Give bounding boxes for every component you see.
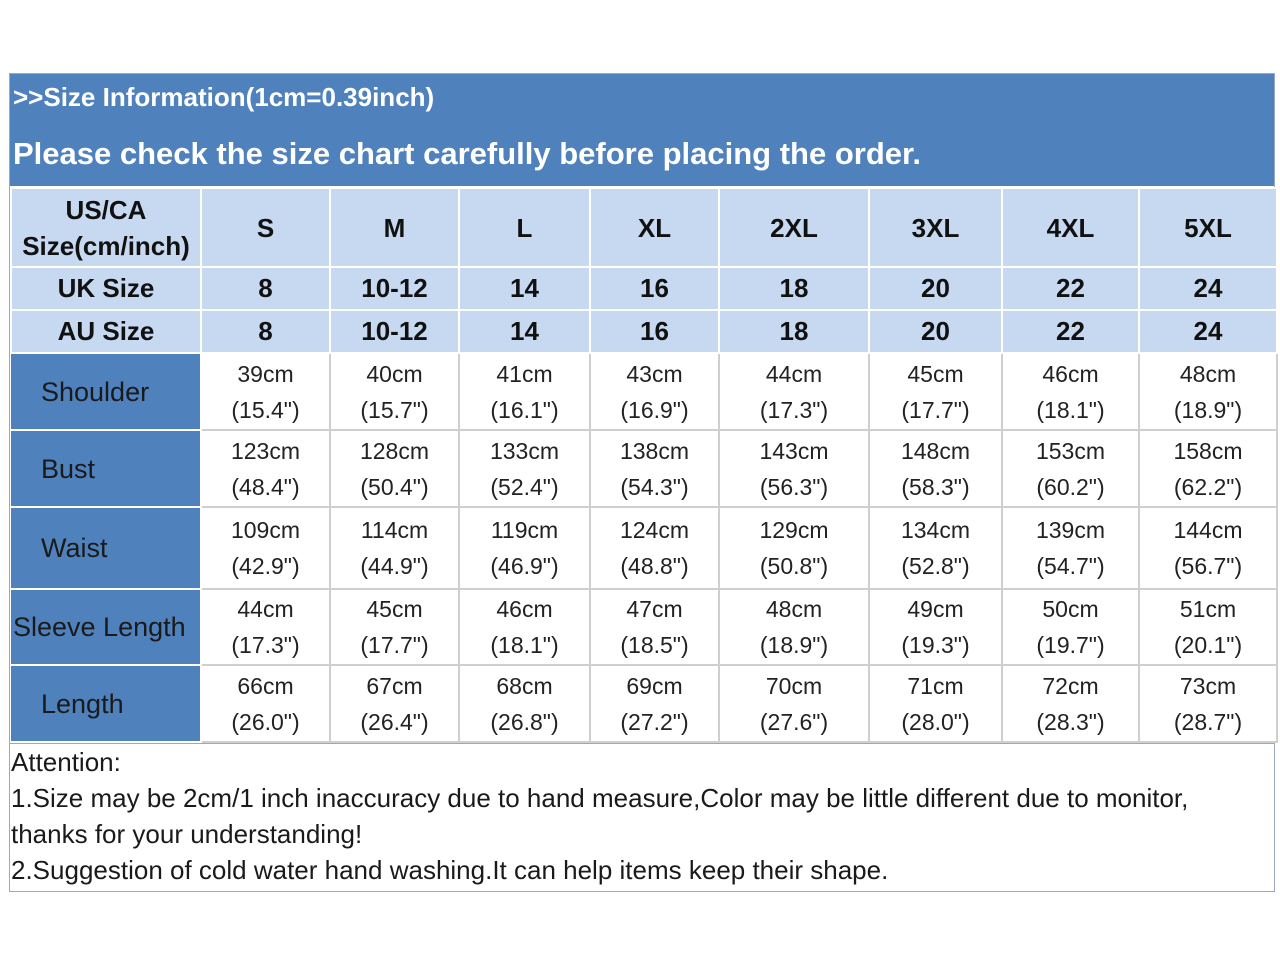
notes-line-3: 2.Suggestion of cold water hand washing.It can help items keep their shape. bbox=[11, 855, 889, 885]
measurement-cell bbox=[869, 507, 1002, 589]
size-cell: 20 bbox=[869, 267, 1002, 310]
measurement-inch: (15.4") bbox=[231, 396, 300, 423]
size-cell: 24 bbox=[1139, 267, 1277, 310]
measurement-cm: 70cm bbox=[765, 672, 823, 699]
measurement-inch: (52.8") bbox=[901, 553, 970, 579]
measurement-cm: 66cm bbox=[237, 672, 294, 699]
table-row bbox=[11, 188, 1277, 267]
measurement-inch: (27.2") bbox=[620, 708, 689, 735]
measurement-cm: 44cm bbox=[765, 360, 823, 387]
table-row bbox=[11, 353, 1277, 430]
measurement-cm: 39cm bbox=[237, 360, 294, 387]
table-row bbox=[11, 507, 1277, 589]
measurement-cm: 50cm bbox=[1042, 596, 1099, 622]
size-cell: 24 bbox=[1139, 310, 1277, 353]
measurement-cm: 139cm bbox=[1035, 517, 1106, 543]
measurement-label: Length bbox=[11, 665, 201, 742]
measurement-cm: 72cm bbox=[1042, 672, 1099, 699]
measurement-cm: 40cm bbox=[366, 360, 423, 387]
measurement-cell bbox=[1002, 507, 1139, 589]
size-cell: 20 bbox=[869, 310, 1002, 353]
measurement-cm: 48cm bbox=[1179, 360, 1237, 387]
measurement-cell bbox=[1002, 589, 1139, 665]
notes-line-1: 1.Size may be 2cm/1 inch inaccuracy due to hand measure,Color may be little different due to monitor, bbox=[11, 783, 1189, 813]
measurement-cm: 143cm bbox=[759, 437, 829, 464]
size-cell: 14 bbox=[459, 267, 590, 310]
measurement-cm: 123cm bbox=[230, 437, 301, 464]
table-row bbox=[11, 310, 1277, 353]
measurement-label: Shoulder bbox=[11, 353, 201, 430]
measurement-cell bbox=[330, 353, 459, 430]
size-cell: 3XL bbox=[869, 188, 1002, 267]
measurement-inch: (54.7") bbox=[1036, 553, 1105, 579]
measurement-cell bbox=[719, 353, 869, 430]
measurement-inch: (50.4") bbox=[360, 473, 429, 500]
size-rows bbox=[11, 188, 1277, 353]
measurement-cm: 51cm bbox=[1179, 596, 1237, 622]
table-row bbox=[11, 430, 1277, 507]
measurement-inch: (18.1") bbox=[490, 632, 559, 658]
measurement-cm: 43cm bbox=[626, 360, 683, 387]
size-cell: 10-12 bbox=[330, 310, 459, 353]
measurement-cm: 48cm bbox=[765, 596, 823, 622]
size-cell: 2XL bbox=[719, 188, 869, 267]
measurement-inch: (56.3") bbox=[759, 473, 829, 500]
measurement-cell bbox=[201, 430, 330, 507]
measurement-inch: (17.7") bbox=[360, 632, 429, 658]
measurement-cm: 45cm bbox=[366, 596, 423, 622]
size-info-banner bbox=[10, 74, 1274, 187]
size-cell: 8 bbox=[201, 267, 330, 310]
measurement-cell bbox=[330, 430, 459, 507]
measurement-inch: (20.1") bbox=[1173, 632, 1243, 658]
measurement-cm: 153cm bbox=[1035, 437, 1106, 464]
uk-size-label: UK Size bbox=[11, 267, 201, 310]
table-row bbox=[11, 665, 1277, 742]
measurement-cm: 119cm bbox=[490, 517, 559, 543]
measurement-inch: (48.8") bbox=[620, 553, 689, 579]
measurement-label: Sleeve Length bbox=[11, 589, 201, 665]
size-cell: 22 bbox=[1002, 310, 1139, 353]
measurement-inch: (52.4") bbox=[490, 473, 559, 500]
measurement-inch: (26.0") bbox=[231, 708, 300, 735]
size-cell: S bbox=[201, 188, 330, 267]
measurement-cm: 46cm bbox=[1042, 360, 1099, 387]
measurement-inch: (19.3") bbox=[901, 632, 970, 658]
measurement-cell bbox=[459, 665, 590, 742]
measurement-cm: 45cm bbox=[907, 360, 964, 387]
table-row bbox=[11, 589, 1277, 665]
measurement-cm: 129cm bbox=[759, 517, 829, 543]
measurement-inch: (58.3") bbox=[901, 473, 970, 500]
measurement-cm: 109cm bbox=[230, 517, 301, 543]
size-cell: 5XL bbox=[1139, 188, 1277, 267]
measurement-cell bbox=[719, 430, 869, 507]
measurement-label: Bust bbox=[11, 430, 201, 507]
measurement-inch: (15.7") bbox=[360, 396, 429, 423]
measurement-cell bbox=[1139, 353, 1277, 430]
measurement-inch: (56.7") bbox=[1173, 553, 1243, 579]
measurement-cell bbox=[590, 430, 719, 507]
measurement-cell bbox=[719, 507, 869, 589]
measurement-cm: 124cm bbox=[619, 517, 690, 543]
measurement-cell bbox=[330, 589, 459, 665]
measurement-cm: 49cm bbox=[907, 596, 964, 622]
measurement-cm: 148cm bbox=[900, 437, 971, 464]
notes-line-2: thanks for your understanding! bbox=[11, 819, 363, 849]
size-cell: 18 bbox=[719, 310, 869, 353]
measurement-cm: 138cm bbox=[619, 437, 690, 464]
measurement-cell bbox=[1139, 507, 1277, 589]
measurement-cell bbox=[719, 665, 869, 742]
measurement-cm: 158cm bbox=[1173, 437, 1243, 464]
measurement-cm: 73cm bbox=[1179, 672, 1237, 699]
measurement-cell bbox=[459, 353, 590, 430]
measurement-label: Waist bbox=[11, 507, 201, 589]
measurement-inch: (26.4") bbox=[360, 708, 429, 735]
measurement-inch: (50.8") bbox=[759, 553, 829, 579]
measurement-inch: (28.3") bbox=[1036, 708, 1105, 735]
size-cell: 16 bbox=[590, 267, 719, 310]
size-cell: 14 bbox=[459, 310, 590, 353]
measurement-cell bbox=[1139, 665, 1277, 742]
measurement-cell bbox=[590, 665, 719, 742]
measurement-cell bbox=[201, 665, 330, 742]
measurement-inch: (16.1") bbox=[490, 396, 559, 423]
measurement-inch: (16.9") bbox=[620, 396, 689, 423]
measurement-inch: (18.9") bbox=[1173, 396, 1243, 423]
measurement-inch: (46.9") bbox=[490, 553, 559, 579]
measurement-cell bbox=[459, 507, 590, 589]
measurement-inch: (54.3") bbox=[620, 473, 689, 500]
measurement-inch: (27.6") bbox=[759, 708, 829, 735]
measurement-cell bbox=[1002, 353, 1139, 430]
measurement-inch: (62.2") bbox=[1173, 473, 1243, 500]
size-cell: 10-12 bbox=[330, 267, 459, 310]
measurement-inch: (60.2") bbox=[1036, 473, 1105, 500]
measurement-inch: (42.9") bbox=[231, 553, 300, 579]
measurement-cell bbox=[590, 507, 719, 589]
measurement-cm: 69cm bbox=[626, 672, 683, 699]
size-chart-notice: Please check the size chart carefully before placing the order. bbox=[13, 136, 921, 171]
measurement-inch: (44.9") bbox=[360, 553, 429, 579]
size-header-label-line1: US/CA bbox=[65, 194, 147, 225]
measurement-cell bbox=[201, 589, 330, 665]
measurement-cell bbox=[869, 665, 1002, 742]
measurement-cm: 44cm bbox=[237, 596, 294, 622]
size-cell: L bbox=[459, 188, 590, 267]
table-row bbox=[11, 267, 1277, 310]
size-cell: M bbox=[330, 188, 459, 267]
au-size-label: AU Size bbox=[11, 310, 201, 353]
measurement-cm: 68cm bbox=[496, 672, 553, 699]
measurement-cell bbox=[590, 353, 719, 430]
measurement-cm: 71cm bbox=[907, 672, 964, 699]
size-header-label bbox=[11, 188, 201, 267]
size-cell: 18 bbox=[719, 267, 869, 310]
measurement-cell bbox=[330, 507, 459, 589]
measurement-cell bbox=[869, 353, 1002, 430]
size-cell: 16 bbox=[590, 310, 719, 353]
measurement-cell bbox=[1002, 430, 1139, 507]
measurement-inch: (18.1") bbox=[1036, 396, 1105, 423]
measurement-cell bbox=[590, 589, 719, 665]
measurement-inch: (19.7") bbox=[1036, 632, 1105, 658]
size-cell: 4XL bbox=[1002, 188, 1139, 267]
measurement-cm: 47cm bbox=[626, 596, 683, 622]
measurement-inch: (18.9") bbox=[759, 632, 829, 658]
measurement-cell bbox=[1002, 665, 1139, 742]
measurement-cell bbox=[1139, 430, 1277, 507]
size-info-title: >>Size Information(1cm=0.39inch) bbox=[13, 82, 435, 112]
size-table bbox=[10, 187, 1278, 743]
measurement-cell bbox=[330, 665, 459, 742]
measurement-cm: 134cm bbox=[900, 517, 971, 543]
measurement-cm: 41cm bbox=[496, 360, 553, 387]
measurement-cell bbox=[201, 507, 330, 589]
measurement-cm: 114cm bbox=[360, 517, 429, 543]
measurement-inch: (28.0") bbox=[901, 708, 970, 735]
measurement-inch: (28.7") bbox=[1173, 708, 1243, 735]
size-cell: 8 bbox=[201, 310, 330, 353]
measurement-cm: 144cm bbox=[1173, 517, 1243, 543]
measurement-cell bbox=[201, 353, 330, 430]
measurement-inch: (48.4") bbox=[231, 473, 300, 500]
measurement-cm: 128cm bbox=[359, 437, 430, 464]
measurement-cm: 133cm bbox=[489, 437, 560, 464]
measurement-inch: (17.7") bbox=[901, 396, 970, 423]
measurement-inch: (26.8") bbox=[490, 708, 559, 735]
measurement-rows bbox=[11, 353, 1277, 742]
measurement-inch: (18.5") bbox=[620, 632, 689, 658]
notes-title: Attention: bbox=[11, 747, 121, 777]
size-header-label-line2: Size(cm/inch) bbox=[22, 230, 190, 261]
measurement-cell bbox=[1139, 589, 1277, 665]
measurement-cell bbox=[869, 589, 1002, 665]
measurement-cm: 46cm bbox=[496, 596, 553, 622]
size-chart bbox=[9, 73, 1275, 892]
measurement-cell bbox=[719, 589, 869, 665]
measurement-cell bbox=[869, 430, 1002, 507]
measurement-cell bbox=[459, 430, 590, 507]
measurement-cm: 67cm bbox=[366, 672, 423, 699]
measurement-inch: (17.3") bbox=[231, 632, 300, 658]
attention-notes bbox=[10, 743, 1274, 891]
measurement-cell bbox=[459, 589, 590, 665]
measurement-inch: (17.3") bbox=[759, 396, 829, 423]
size-cell: XL bbox=[590, 188, 719, 267]
size-cell: 22 bbox=[1002, 267, 1139, 310]
